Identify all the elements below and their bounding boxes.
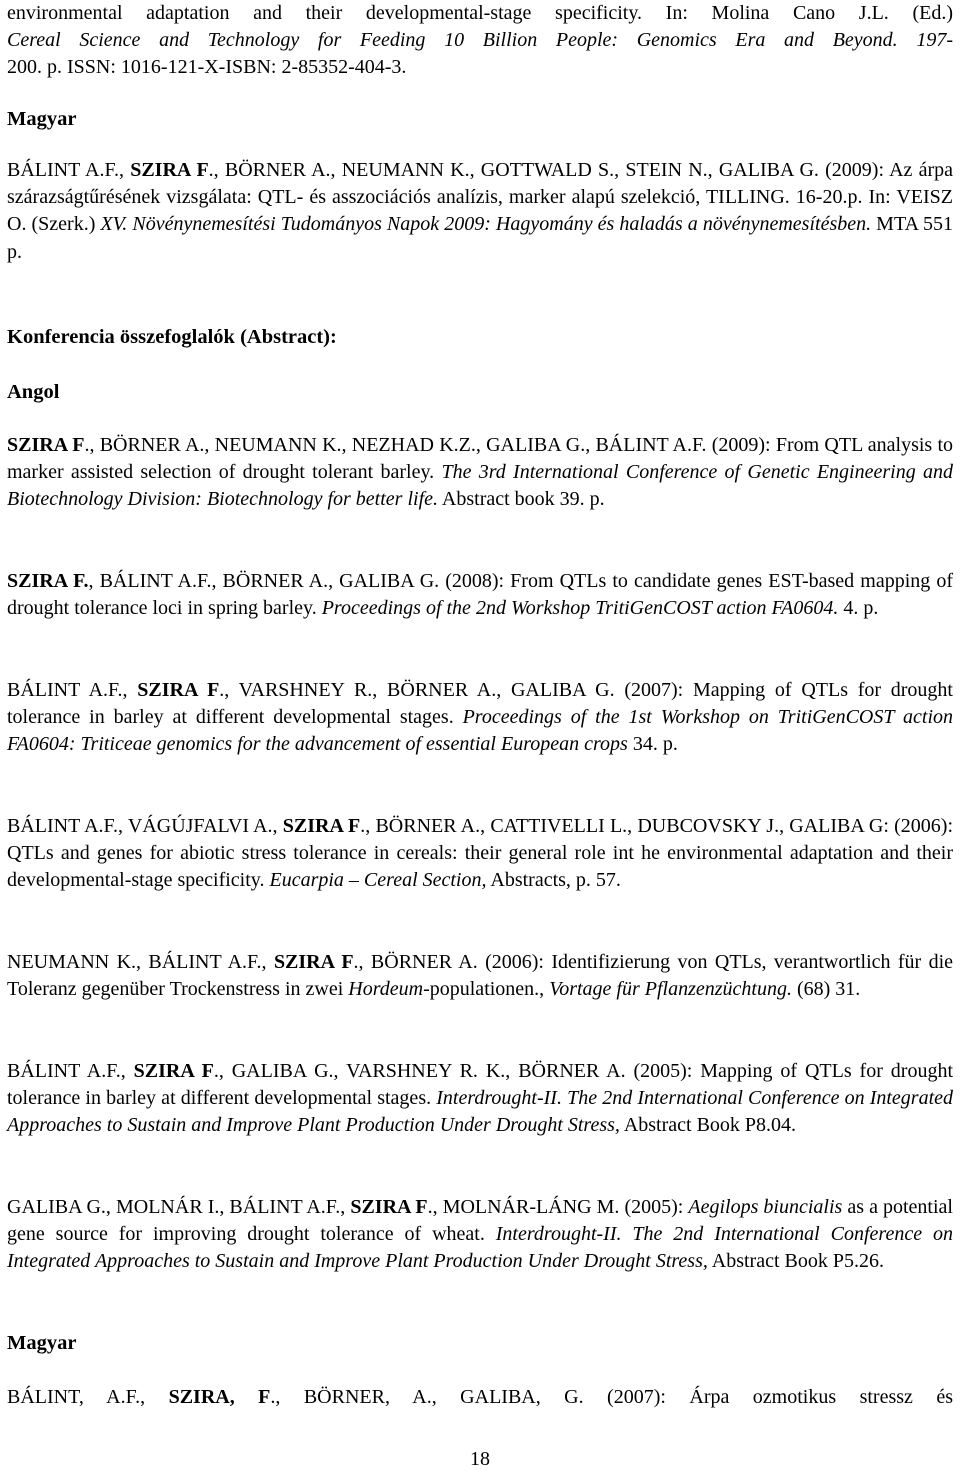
section-heading-angol: Angol <box>7 381 60 403</box>
ref-author-bold: SZIRA F <box>137 679 220 701</box>
ref-text: ., BÖRNER A., CATTIVELLI L., DUBCOVSKY J., GALIBA G: (2006): QTLs and genes for abiotic stress tolerance in cereals: their general role int he environmental adaptation and their developmental-stage specificity. <box>7 815 954 892</box>
ref-author-bold: SZIRA F <box>273 951 354 973</box>
ref-text: G. (2009): Az árpa szárazságtűrésének vizsgálata: QTL- és asszociációs analízis, marker alapú szelekció, TILLING. 16-20.p. In: VEISZ O. (Szerk.) <box>7 159 954 236</box>
reference-item <box>7 432 953 514</box>
ref-line: Cereal Science and Technology for Feeding 10 Billion People: Genomics Era and Beyond. 197- <box>7 29 953 52</box>
ref-author-bold: SZIRA F <box>133 1060 214 1082</box>
ref-authors: ., BÖRNER A., NEUMANN K., GOTTWALD S., STEIN N., GALIBA <box>208 159 794 181</box>
reference-item <box>7 1058 953 1140</box>
reference-item <box>7 1384 953 1411</box>
ref-text: ., BÖRNER A. (2006): Identifizierung von QTLs, verantwortlich für die Toleranz gegenüber Trockenstress in zwei <box>7 951 954 1001</box>
ref-authors: BÁLINT A.F., <box>7 679 138 701</box>
ref-author-bold: SZIRA F. <box>7 570 89 592</box>
section-heading-magyar: Magyar <box>7 1332 77 1354</box>
ref-text: ., BÖRNER A., NEUMANN K., NEZHAD K.Z., GALIBA G., BÁLINT A.F. (2009): From QTL analysis to marker assisted selection of drought tolerant barley. <box>7 434 953 484</box>
section-heading-magyar: Magyar <box>7 108 77 130</box>
ref-species: Hordeum <box>348 978 424 1001</box>
reference-continuation <box>7 0 953 82</box>
ref-author-bold: SZIRA F <box>282 815 361 837</box>
ref-source: Vortage für Pflanzenzüchtung. <box>549 978 792 1001</box>
reference-item <box>7 157 953 266</box>
ref-source: Interdrought-II. The 2nd International Conference on Integrated Approaches to Sustain and Improve Plant Production Under Drought Stress, <box>7 1087 954 1137</box>
ref-pages: 34. p. <box>627 733 678 756</box>
ref-pages: 4. p. <box>838 597 879 620</box>
ref-authors: BÁLINT A.F., <box>7 1060 134 1082</box>
ref-author-bold: SZIRA F <box>7 434 85 456</box>
ref-source: XV. Növénynemesítési Tudományos Napok 2009: Hagyomány és haladás a növénynemesítésben. <box>100 213 872 236</box>
reference-item <box>7 949 953 1003</box>
ref-pages: Abstract Book P8.04. <box>619 1114 797 1137</box>
reference-item <box>7 1194 953 1276</box>
ref-author-bold: SZIRA, F <box>168 1386 271 1408</box>
ref-authors: BÁLINT, A.F., <box>7 1386 169 1408</box>
ref-text: ., MOLNÁR-LÁNG M. (2005): <box>427 1196 689 1218</box>
ref-text: -populationen., <box>423 978 550 1001</box>
ref-text: ., GALIBA G., VARSHNEY R. K., BÖRNER A. (2005): Mapping of QTLs for drought tolerance in barley at different developmental stages. <box>7 1060 953 1110</box>
ref-authors: NEUMANN K., BÁLINT A.F., <box>7 951 274 973</box>
ref-authors: GALIBA G., MOLNÁR I., BÁLINT A.F., <box>7 1196 351 1218</box>
ref-authors: BÁLINT A.F., <box>7 159 131 181</box>
abstract-heading: Konferencia összefoglalók (Abstract): <box>7 326 337 348</box>
ref-source: Eucarpia – Cereal Section, <box>269 869 487 892</box>
ref-pages: Abstract Book P5.26. <box>707 1250 884 1273</box>
reference-item <box>7 813 953 895</box>
page-number: 18 <box>470 1448 490 1470</box>
ref-text: as a potential gene source for improving drought tolerance of wheat. <box>7 1196 953 1246</box>
ref-authors: BÁLINT A.F., VÁGÚJFALVI A., <box>7 815 283 837</box>
ref-source: The 3rd International Conference of Genetic Engineering and Biotechnology Division: Biotechnology for better life. <box>7 461 953 511</box>
ref-author-bold: SZIRA F <box>350 1196 428 1218</box>
ref-species: Aegilops biuncialis <box>688 1196 843 1218</box>
ref-pages: Abstract book 39. p. <box>438 488 605 511</box>
ref-line: 200. p. ISSN: 1016-121-X-ISBN: 2-85352-404-3. <box>7 56 407 79</box>
ref-text: ., VARSHNEY R., BÖRNER A., GALIBA G. (2007): Mapping of QTLs for drought tolerance in barley at different developmental stages. <box>7 679 953 729</box>
ref-source: Interdrought-II. The 2nd International Conference on Integrated Approaches to Sustain and Improve Plant Production Under Drought Stress, <box>7 1223 953 1273</box>
ref-source: Proceedings of the 1st Workshop on TritiGenCOST action FA0604: Triticeae genomics for the advancement of essential European crops <box>7 706 953 756</box>
ref-source: Proceedings of the 2nd Workshop TritiGenCOST action FA0604. <box>321 597 839 620</box>
ref-line: environmental adaptation and their developmental-stage specificity. In: Molina Cano J.L. (Ed.) <box>7 2 953 24</box>
reference-item <box>7 677 953 759</box>
reference-item <box>7 568 953 622</box>
ref-text: ., BÖRNER, A., GALIBA, G. (2007): Árpa ozmotikus stressz és <box>270 1386 953 1408</box>
ref-text: , BÁLINT A.F., BÖRNER A., GALIBA G. (2008): From QTLs to candidate genes EST-based mapping of drought tolerance loci in spring barley. <box>7 570 953 620</box>
ref-pages: Abstracts, p. 57. <box>486 869 621 892</box>
ref-pages: MTA 551 p. <box>7 213 953 263</box>
ref-pages: (68) 31. <box>791 978 861 1001</box>
ref-author-bold: SZIRA F <box>130 159 209 181</box>
